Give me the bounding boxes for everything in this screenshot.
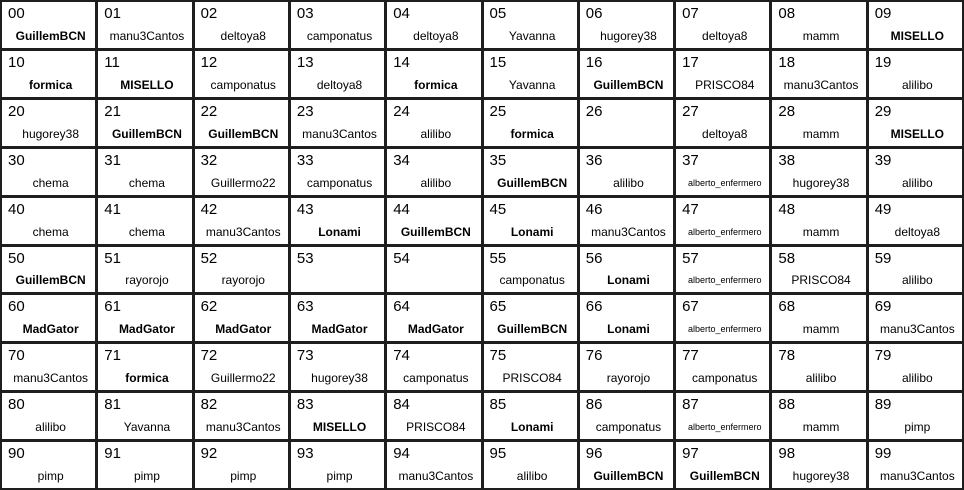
cell-username: Lonami — [607, 322, 650, 337]
cell-number: 68 — [778, 298, 796, 316]
cell-number: 90 — [8, 445, 25, 463]
cell-number: 46 — [585, 200, 603, 218]
cell-number: 27 — [682, 102, 699, 120]
cell-number: 87 — [682, 396, 699, 414]
cell-username: mamm — [802, 28, 840, 43]
grid-cell — [2, 442, 95, 488]
grid-cell — [484, 442, 577, 488]
cell-username: MadGator — [407, 322, 464, 337]
cell-number: 10 — [8, 53, 25, 71]
grid-cell — [676, 149, 769, 195]
grid-cell — [195, 344, 288, 390]
cell-username: hugorey38 — [311, 371, 368, 386]
cell-username: PRISCO84 — [791, 273, 851, 288]
grid-cell — [387, 295, 480, 341]
cell-username: manu3Cantos — [205, 420, 281, 435]
cell-username: deltoya8 — [220, 28, 266, 43]
cell-username: GuillemBCN — [15, 273, 86, 288]
cell-username: alberto_enfermero — [687, 422, 762, 433]
cell-username: alilibo — [420, 175, 452, 190]
grid-cell — [387, 442, 480, 488]
cell-username: MadGator — [215, 322, 272, 337]
cell-number: 60 — [8, 298, 25, 316]
cell-number: 30 — [8, 151, 25, 169]
grid-cell — [484, 51, 577, 97]
cell-number: 62 — [200, 298, 218, 316]
grid-cell — [195, 51, 288, 97]
cell-username: pimp — [904, 420, 931, 435]
cell-username: alilibo — [902, 77, 933, 92]
cell-username: chema — [32, 224, 69, 239]
cell-number: 23 — [296, 102, 314, 120]
cell-number: 16 — [585, 53, 603, 71]
grid-cell — [580, 100, 673, 146]
cell-number: 45 — [489, 200, 507, 218]
cell-number: 39 — [874, 151, 892, 169]
cell-number: 70 — [8, 347, 25, 365]
cell-username: deltoya8 — [316, 77, 363, 92]
grid-cell — [98, 100, 191, 146]
cell-number: 32 — [200, 151, 218, 169]
cell-username: alilibo — [805, 371, 837, 386]
grid-cell — [772, 247, 865, 293]
grid-cell — [580, 51, 673, 97]
grid-cell — [2, 393, 95, 439]
cell-number: 81 — [104, 396, 121, 414]
cell-number: 85 — [489, 396, 507, 414]
grid-cell — [676, 344, 769, 390]
cell-number: 75 — [489, 347, 507, 365]
cell-number: 29 — [874, 102, 892, 120]
grid-cell — [772, 100, 865, 146]
cell-username: GuillemBCN — [497, 322, 568, 337]
cell-username: camponatus — [306, 175, 373, 190]
grid-cell — [869, 100, 962, 146]
grid-cell — [676, 2, 769, 48]
grid-cell — [387, 247, 480, 293]
cell-number: 59 — [874, 249, 892, 267]
grid-cell — [291, 51, 384, 97]
cell-number: 82 — [200, 396, 218, 414]
cell-number: 93 — [296, 445, 314, 463]
cell-username: alilibo — [420, 126, 452, 141]
cell-username: alilibo — [35, 420, 66, 435]
cell-number: 72 — [200, 347, 218, 365]
cell-number: 66 — [585, 298, 603, 316]
grid-cell — [676, 247, 769, 293]
cell-number: 98 — [778, 445, 796, 463]
cell-number: 88 — [778, 396, 796, 414]
cell-username: manu3Cantos — [783, 77, 859, 92]
cell-number: 43 — [296, 200, 314, 218]
cell-number: 47 — [682, 200, 699, 218]
cell-number: 24 — [393, 102, 410, 120]
cell-username: Lonami — [607, 273, 650, 288]
cell-username: chema — [128, 224, 165, 239]
grid-cell — [772, 2, 865, 48]
cell-number: 34 — [393, 151, 410, 169]
cell-number: 41 — [104, 200, 121, 218]
cell-username: Yavanna — [508, 28, 556, 43]
grid-cell — [484, 198, 577, 244]
grid-cell — [772, 344, 865, 390]
cell-username: manu3Cantos — [302, 126, 377, 141]
cell-username: Yavanna — [123, 420, 171, 435]
cell-username: manu3Cantos — [109, 28, 185, 43]
grid-cell — [195, 247, 288, 293]
cell-username: PRISCO84 — [502, 371, 562, 386]
cell-username: manu3Cantos — [879, 469, 955, 483]
cell-number: 79 — [874, 347, 892, 365]
grid-cell — [484, 149, 577, 195]
cell-username: MadGator — [311, 322, 368, 337]
grid-cell — [387, 149, 480, 195]
cell-username: mamm — [802, 322, 840, 337]
grid-cell — [580, 393, 673, 439]
grid-cell — [676, 393, 769, 439]
cell-number: 74 — [393, 347, 410, 365]
cell-number: 86 — [585, 396, 603, 414]
cell-number: 03 — [296, 5, 314, 22]
cell-number: 67 — [682, 298, 699, 316]
cell-number: 58 — [778, 249, 796, 267]
cell-username: hugorey38 — [22, 126, 79, 141]
grid-cell — [869, 393, 962, 439]
grid-cell — [772, 149, 865, 195]
cell-number: 78 — [778, 347, 796, 365]
cell-number: 57 — [682, 249, 699, 267]
cell-username: camponatus — [306, 28, 373, 43]
cell-number: 07 — [682, 5, 699, 22]
cell-username: formica — [28, 77, 73, 92]
cell-username: alilibo — [516, 469, 548, 483]
cell-number: 33 — [296, 151, 314, 169]
cell-username: Yavanna — [508, 77, 556, 92]
cell-username: pimp — [37, 469, 64, 483]
cell-username: mamm — [802, 224, 840, 239]
cell-username: mamm — [802, 420, 840, 435]
cell-username: manu3Cantos — [591, 224, 666, 239]
cell-username: GuillemBCN — [593, 469, 664, 483]
cell-username: manu3Cantos — [398, 469, 474, 483]
cell-number: 63 — [296, 298, 314, 316]
grid-cell — [195, 442, 288, 488]
grid-cell — [98, 442, 191, 488]
cell-username: alilibo — [902, 175, 933, 190]
cell-number: 04 — [393, 5, 410, 22]
cell-number: 50 — [8, 249, 25, 267]
grid-cell — [291, 295, 384, 341]
grid-cell — [195, 100, 288, 146]
grid-cell — [387, 51, 480, 97]
cell-username: GuillemBCN — [689, 469, 760, 483]
cell-number: 76 — [585, 347, 603, 365]
grid-cell — [869, 149, 962, 195]
cell-number: 77 — [682, 347, 699, 365]
grid-cell — [580, 198, 673, 244]
cell-number: 42 — [200, 200, 218, 218]
cell-number: 00 — [8, 5, 25, 22]
cell-number: 84 — [393, 396, 410, 414]
grid-cell — [676, 295, 769, 341]
grid-cell — [869, 2, 962, 48]
cell-number: 55 — [489, 249, 507, 267]
grid-cell — [772, 442, 865, 488]
grid-cell — [869, 344, 962, 390]
cell-number: 38 — [778, 151, 796, 169]
grid-cell — [580, 2, 673, 48]
grid-cell — [869, 51, 962, 97]
grid-cell — [869, 198, 962, 244]
grid-cell — [484, 2, 577, 48]
grid-cell — [98, 149, 191, 195]
cell-username: MISELLO — [120, 77, 174, 92]
cell-username: chema — [128, 175, 165, 190]
grid-cell — [676, 198, 769, 244]
cell-username: alilibo — [902, 371, 933, 386]
grid-cell — [291, 247, 384, 293]
grid-cell — [387, 344, 480, 390]
grid-cell — [869, 442, 962, 488]
grid-cell — [98, 51, 191, 97]
cell-number: 08 — [778, 5, 796, 22]
cell-number: 15 — [489, 53, 507, 71]
grid-cell — [2, 2, 95, 48]
cell-username: MadGator — [22, 322, 79, 337]
cell-username: rayorojo — [606, 371, 651, 386]
grid-cell — [676, 100, 769, 146]
grid-cell — [772, 393, 865, 439]
cell-number: 35 — [489, 151, 507, 169]
cell-number: 48 — [778, 200, 796, 218]
grid-cell — [195, 393, 288, 439]
cell-number: 09 — [874, 5, 892, 22]
grid-cell — [580, 344, 673, 390]
cell-number: 91 — [104, 445, 121, 463]
cell-username: formica — [125, 371, 169, 386]
grid-cell — [387, 198, 480, 244]
cell-username: PRISCO84 — [695, 77, 755, 92]
cell-number: 19 — [874, 53, 892, 71]
grid-cell — [2, 51, 95, 97]
cell-username: PRISCO84 — [406, 420, 466, 435]
grid-cell — [291, 100, 384, 146]
cell-username: GuillemBCN — [400, 224, 471, 239]
grid-cell — [772, 198, 865, 244]
grid-cell — [98, 344, 191, 390]
grid-cell — [98, 247, 191, 293]
cell-number: 20 — [8, 102, 25, 120]
grid-cell — [580, 295, 673, 341]
cell-number: 14 — [393, 53, 410, 71]
grid-cell — [484, 247, 577, 293]
grid-cell — [2, 344, 95, 390]
cell-username: GuillemBCN — [208, 126, 279, 141]
cell-number: 65 — [489, 298, 507, 316]
grid-cell — [291, 2, 384, 48]
cell-username: pimp — [326, 469, 353, 483]
cell-number: 51 — [104, 249, 121, 267]
cell-username: Lonami — [318, 224, 361, 239]
cell-username: camponatus — [692, 371, 758, 386]
cell-username: GuillemBCN — [15, 28, 86, 43]
cell-number: 69 — [874, 298, 892, 316]
cell-username: alberto_enfermero — [687, 275, 762, 286]
grid-cell — [98, 198, 191, 244]
cell-number: 37 — [682, 151, 699, 169]
cell-username: deltoya8 — [894, 224, 941, 239]
cell-number: 01 — [104, 5, 121, 22]
cell-username: manu3Cantos — [879, 322, 955, 337]
cell-number: 28 — [778, 102, 796, 120]
cell-number: 54 — [393, 249, 410, 267]
cell-number: 61 — [104, 298, 121, 316]
grid-cell — [98, 393, 191, 439]
cell-username: MISELLO — [890, 126, 945, 141]
cell-username: manu3Cantos — [205, 224, 281, 239]
cell-username: camponatus — [499, 273, 565, 288]
cell-username: rayorojo — [221, 273, 265, 288]
grid-cell — [291, 442, 384, 488]
cell-number: 53 — [296, 249, 314, 267]
grid-cell — [98, 295, 191, 341]
cell-number: 71 — [104, 347, 121, 365]
cell-username: alberto_enfermero — [687, 324, 762, 335]
cell-username: hugorey38 — [792, 175, 850, 190]
cell-username: chema — [32, 175, 69, 190]
cell-username: deltoya8 — [702, 28, 748, 43]
cell-username: GuillemBCN — [111, 126, 182, 141]
cell-number: 05 — [489, 5, 507, 22]
cell-number: 89 — [874, 396, 892, 414]
cell-number: 18 — [778, 53, 796, 71]
cell-username: camponatus — [210, 77, 276, 92]
cell-username: alilibo — [613, 175, 644, 190]
cell-number: 02 — [200, 5, 218, 22]
cell-number: 11 — [104, 53, 120, 71]
cell-number: 44 — [393, 200, 410, 218]
grid-cell — [387, 100, 480, 146]
grid-cell — [869, 295, 962, 341]
cell-number: 96 — [585, 445, 603, 463]
cell-number: 12 — [200, 53, 218, 71]
cell-username: deltoya8 — [413, 28, 459, 43]
grid-cell — [2, 100, 95, 146]
cell-username: formica — [510, 126, 554, 141]
cell-number: 22 — [200, 102, 218, 120]
grid-cell — [195, 2, 288, 48]
grid-cell — [484, 393, 577, 439]
cell-username: Guillermo22 — [210, 175, 276, 190]
cell-username: alberto_enfermero — [687, 226, 762, 237]
cell-username: camponatus — [595, 420, 662, 435]
cell-number: 17 — [682, 53, 699, 71]
grid-cell — [772, 295, 865, 341]
cell-number: 92 — [200, 445, 218, 463]
cell-username: rayorojo — [125, 273, 169, 288]
cell-username: GuillemBCN — [497, 175, 568, 190]
cell-number: 97 — [682, 445, 699, 463]
grid-cell — [195, 295, 288, 341]
grid-cell — [484, 344, 577, 390]
cell-number: 94 — [393, 445, 410, 463]
cell-number: 25 — [489, 102, 507, 120]
cell-username: Guillermo22 — [210, 371, 276, 386]
grid-cell — [387, 393, 480, 439]
cell-username: hugorey38 — [792, 469, 850, 483]
grid-cell — [387, 2, 480, 48]
cell-username: Lonami — [510, 420, 554, 435]
grid-cell — [676, 51, 769, 97]
cell-number: 80 — [8, 396, 25, 414]
cell-number: 31 — [104, 151, 121, 169]
cell-username: MISELLO — [890, 28, 945, 43]
cell-number: 21 — [104, 102, 121, 120]
cell-number: 52 — [200, 249, 218, 267]
cell-number: 99 — [874, 445, 892, 463]
grid-cell — [869, 247, 962, 293]
cell-username: MISELLO — [312, 420, 367, 435]
cell-username: mamm — [802, 126, 840, 141]
cell-username: deltoya8 — [702, 126, 748, 141]
cell-number: 40 — [8, 200, 25, 218]
cell-username: alilibo — [902, 273, 933, 288]
cell-number: 13 — [296, 53, 314, 71]
cell-number: 26 — [585, 102, 603, 120]
cell-username: pimp — [133, 469, 160, 483]
cell-username: hugorey38 — [600, 28, 657, 43]
cell-number: 95 — [489, 445, 507, 463]
grid-cell — [484, 100, 577, 146]
grid-cell — [580, 247, 673, 293]
grid-cell — [291, 149, 384, 195]
cell-username: Lonami — [510, 224, 554, 239]
grid-cell — [291, 198, 384, 244]
grid-cell — [772, 51, 865, 97]
cell-number: 83 — [296, 396, 314, 414]
cell-username: GuillemBCN — [593, 77, 664, 92]
cell-username: pimp — [230, 469, 257, 483]
grid-cell — [195, 198, 288, 244]
cell-username: camponatus — [403, 371, 469, 386]
grid-cell — [580, 149, 673, 195]
cell-number: 36 — [585, 151, 603, 169]
cell-username: formica — [414, 77, 458, 92]
cell-number: 64 — [393, 298, 410, 316]
grid-cell — [2, 295, 95, 341]
cell-number: 56 — [585, 249, 603, 267]
grid-cell — [195, 149, 288, 195]
grid-cell — [98, 2, 191, 48]
cell-number: 06 — [585, 5, 603, 22]
grid-cell — [484, 295, 577, 341]
grid-cell — [676, 442, 769, 488]
cell-username: MadGator — [118, 322, 175, 337]
grid-cell — [2, 198, 95, 244]
grid-cell — [580, 442, 673, 488]
grid-cell — [291, 393, 384, 439]
cell-username: alberto_enfermero — [687, 177, 762, 188]
cell-number: 49 — [874, 200, 892, 218]
grid-cell — [2, 149, 95, 195]
grid-cell — [2, 247, 95, 293]
cell-username: manu3Cantos — [13, 371, 88, 386]
grid-cell — [291, 344, 384, 390]
cell-number: 73 — [296, 347, 314, 365]
